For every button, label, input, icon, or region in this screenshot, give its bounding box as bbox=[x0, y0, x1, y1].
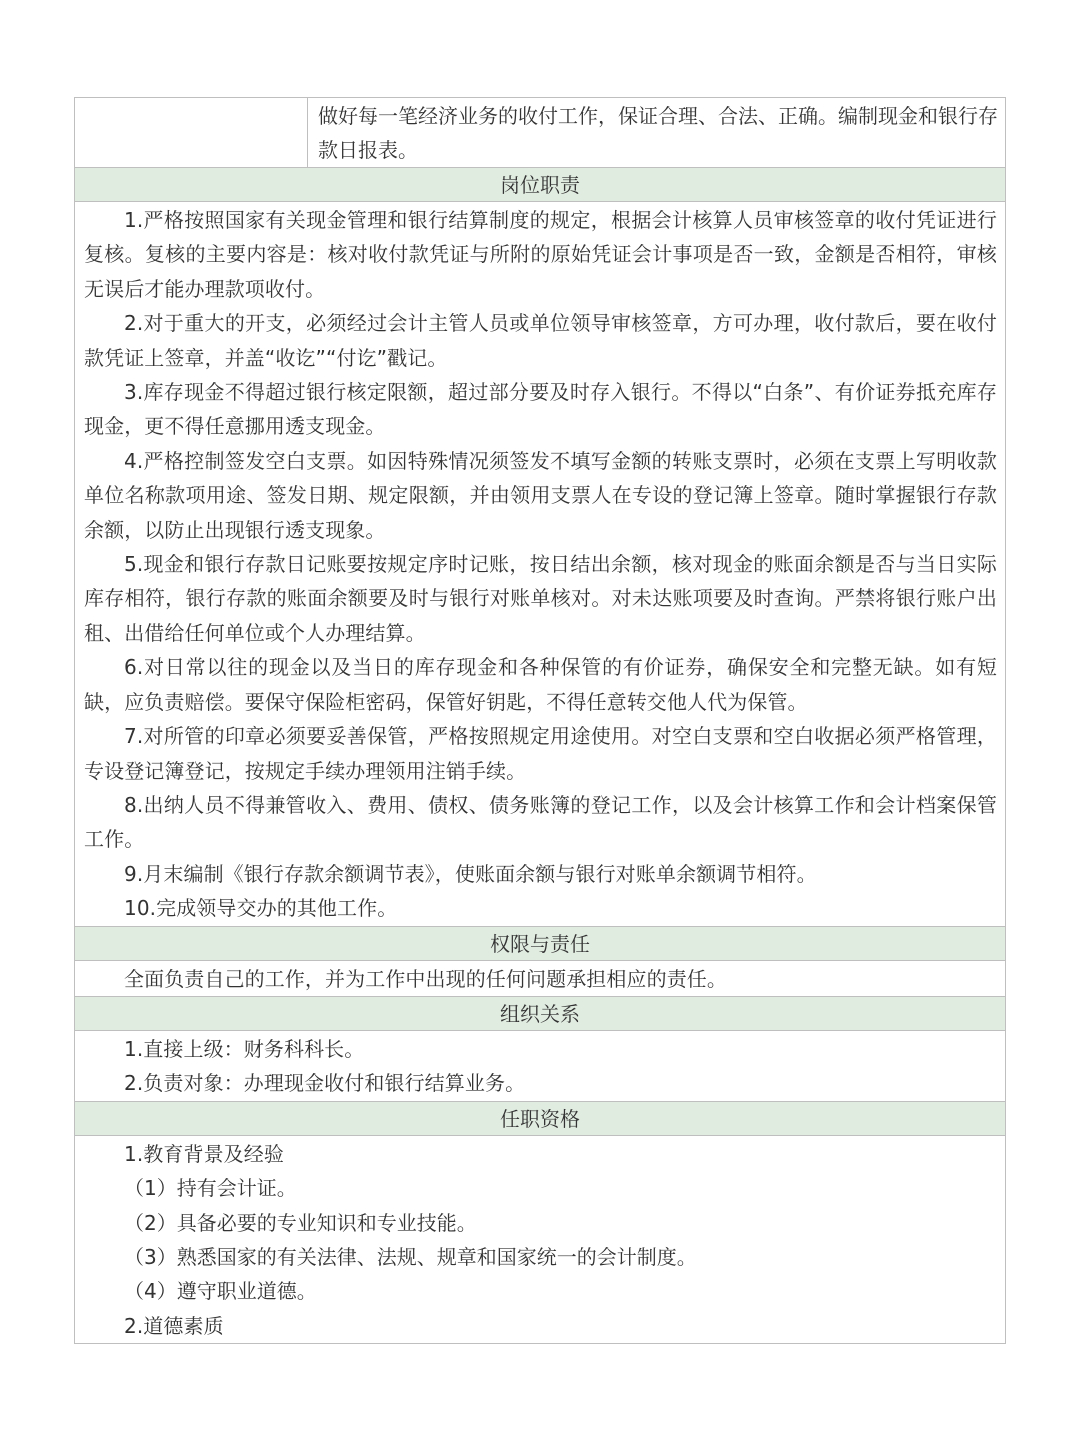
duty-item: 10.完成领导交办的其他工作。 bbox=[124, 896, 398, 921]
intro-text-cell: 做好每一笔经济业务的收付工作，保证合理、合法、正确。编制现金和银行存款日报表。 bbox=[318, 104, 998, 162]
section-header-qualifications: 任职资格 bbox=[75, 1102, 1005, 1136]
qualification-sub-item: （1）持有会计证。 bbox=[124, 1176, 297, 1201]
duty-item: 5.现金和银行存款日记账要按规定序时记账，按日结出余额，核对现金的账面余额是否与当日实际库存相符，银行存款的账面余额要及时与银行对账单核对。对未达账项要及时查询。严禁将银行账户出租、出借给任何单位或个人办理结算。 bbox=[84, 552, 997, 645]
section-header-authority: 权限与责任 bbox=[75, 927, 1005, 961]
section-body-relations bbox=[75, 1031, 1005, 1102]
section-body-authority bbox=[75, 961, 1005, 997]
qualification-sub-item: （4）遵守职业道德。 bbox=[124, 1279, 317, 1304]
duty-item: 9.月末编制《银行存款余额调节表》，使账面余额与银行对账单余额调节相符。 bbox=[124, 861, 817, 886]
duty-item: 7.对所管的印章必须要妥善保管，严格按照规定用途使用。对空白支票和空白收据必须严格管理，专设登记簿登记，按规定手续办理领用注销手续。 bbox=[84, 724, 997, 783]
duty-item: 6.对日常以往的现金以及当日的库存现金和各种保管的有价证券，确保安全和完整无缺。如有短缺，应负责赔偿。要保守保险柜密码，保管好钥匙，不得任意转交他人代为保管。 bbox=[84, 655, 997, 714]
intro-row bbox=[75, 98, 1005, 168]
job-description-table bbox=[74, 97, 1006, 1344]
qualification-heading: 1.教育背景及经验 bbox=[124, 1141, 284, 1166]
duty-item: 8.出纳人员不得兼管收入、费用、债权、债务账簿的登记工作，以及会计核算工作和会计档案保管工作。 bbox=[84, 792, 997, 852]
intro-label-cell bbox=[75, 98, 308, 167]
duty-item: 3.库存现金不得超过银行核定限额，超过部分要及时存入银行。不得以“白条”、有价证券抵充库存现金，更不得任意挪用透支现金。 bbox=[84, 380, 997, 439]
qualification-sub-item: （3）熟悉国家的有关法律、法规、规章和国家统一的会计制度。 bbox=[124, 1244, 697, 1269]
qualification-heading: 2.道德素质 bbox=[124, 1313, 224, 1338]
relation-item: 2.负责对象：办理现金收付和银行结算业务。 bbox=[124, 1071, 526, 1096]
qualification-sub-item: （2）具备必要的专业知识和专业技能。 bbox=[124, 1210, 477, 1235]
section-header-duties: 岗位职责 bbox=[75, 168, 1005, 202]
duty-item: 1.严格按照国家有关现金管理和银行结算制度的规定，根据会计核算人员审核签章的收付凭证进行复核。复核的主要内容是：核对收付款凭证与所附的原始凭证会计事项是否一致，金额是否相符，审核无误后才能办理款项收付。 bbox=[84, 208, 997, 301]
relation-item: 1.直接上级：财务科科长。 bbox=[124, 1036, 365, 1061]
section-body-qualifications bbox=[75, 1136, 1005, 1343]
section-header-relations: 组织关系 bbox=[75, 997, 1005, 1031]
duty-item: 2.对于重大的开支，必须经过会计主管人员或单位领导审核签章，方可办理，收付款后，要在收付款凭证上签章，并盖“收讫”“付讫”戳记。 bbox=[84, 311, 997, 370]
duty-item: 4.严格控制签发空白支票。如因特殊情况须签发不填写金额的转账支票时，必须在支票上写明收款单位名称款项用途、签发日期、规定限额，并由领用支票人在专设的登记簿上签章。随时掌握银行存款余额，以防止出现银行透支现象。 bbox=[84, 448, 997, 542]
authority-item: 全面负责自己的工作，并为工作中出现的任何问题承担相应的责任。 bbox=[124, 966, 727, 991]
section-body-duties bbox=[75, 202, 1005, 927]
